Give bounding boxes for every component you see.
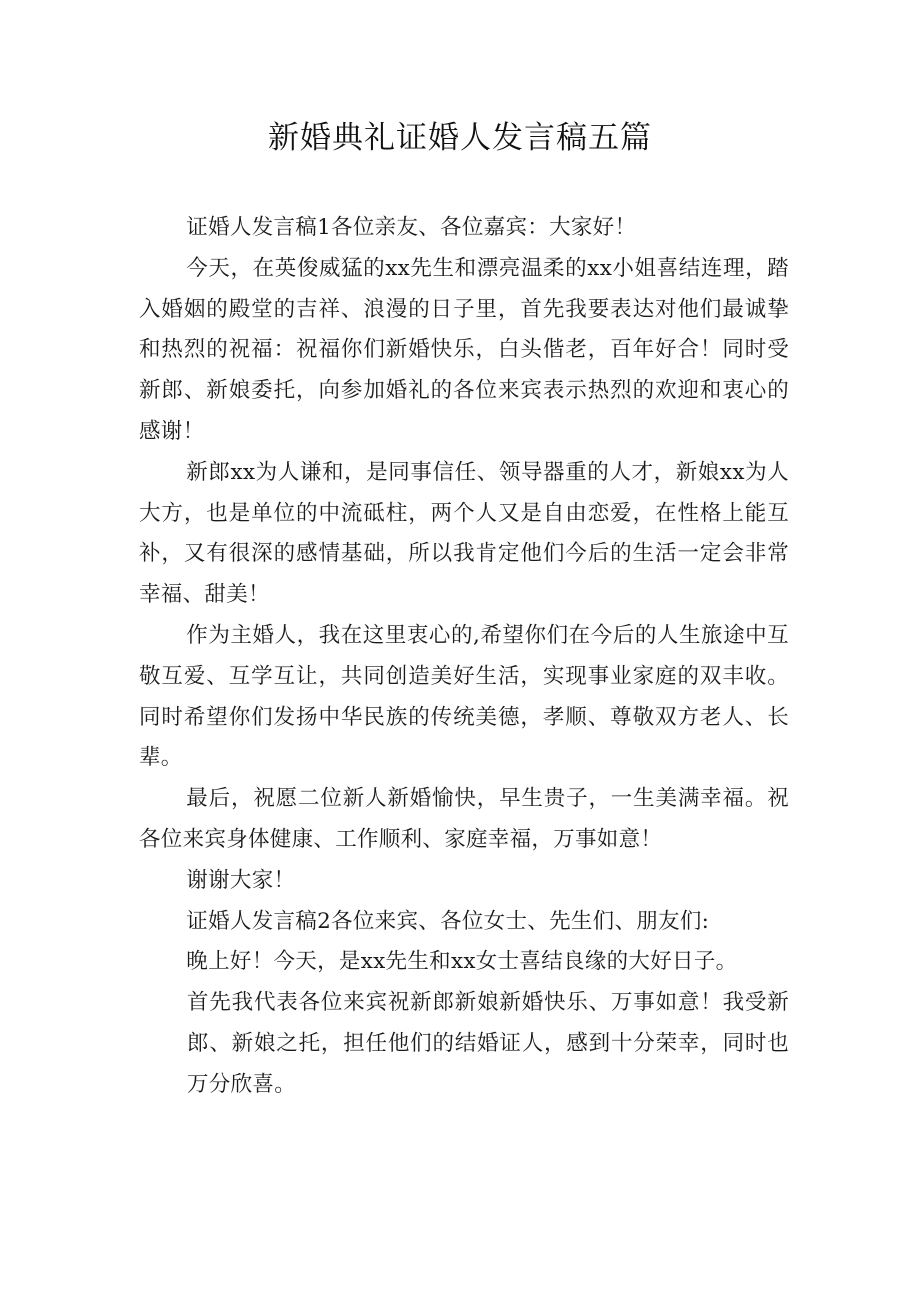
paragraph-8: 晚上好！今天，是xx先生和xx女士喜结良缘的大好日子。: [186, 949, 738, 975]
document-body: [139, 208, 789, 1106]
paragraph-5: 最后，祝愿二位新人新婚愉快，早生贵子，一生美满幸福。祝各位来宾身体健康、工作顺利、家庭幸福，万事如意！: [139, 786, 789, 852]
paragraph-7: 证婚人发言稿2各位来宾、各位女士、先生们、朋友们:: [186, 908, 710, 934]
paragraph-6: 谢谢大家！: [186, 867, 296, 893]
paragraph-1: 证婚人发言稿1各位亲友、各位嘉宾：大家好！: [186, 215, 637, 240]
paragraph-9: 首先我代表各位来宾祝新郎新娘新婚快乐、万事如意！我受新郎、新娘之托，担任他们的结婚证人，感到十分荣幸，同时也万分欣喜。: [187, 990, 789, 1097]
document-title: 新婚典礼证婚人发言稿五篇: [268, 120, 652, 156]
paragraph-4: 作为主婚人，我在这里衷心的,希望你们在今后的人生旅途中互敬互爱、互学互让，共同创造美好生活，实现事业家庭的双丰收。同时希望你们发扬中华民族的传统美德，孝顺、尊敬双方老人、长辈。: [139, 622, 789, 771]
paragraph-3: 新郎xx为人谦和，是同事信任、领导器重的人才，新娘xx为人大方，也是单位的中流砥柱，两个人又是自由恋爱，在性格上能互补，又有很深的感情基础，所以我肯定他们今后的生活一定会非常幸福、甜美！: [139, 459, 789, 608]
paragraph-2: 今天，在英俊威猛的xx先生和漂亮温柔的xx小姐喜结连理，踏入婚姻的殿堂的吉祥、浪漫的日子里，首先我要表达对他们最诚挚和热烈的祝福：祝福你们新婚快乐，白头偕老，百年好合！同时受新郎、新娘委托，向参加婚礼的各位来宾表示热烈的欢迎和衷心的感谢！: [139, 255, 789, 444]
